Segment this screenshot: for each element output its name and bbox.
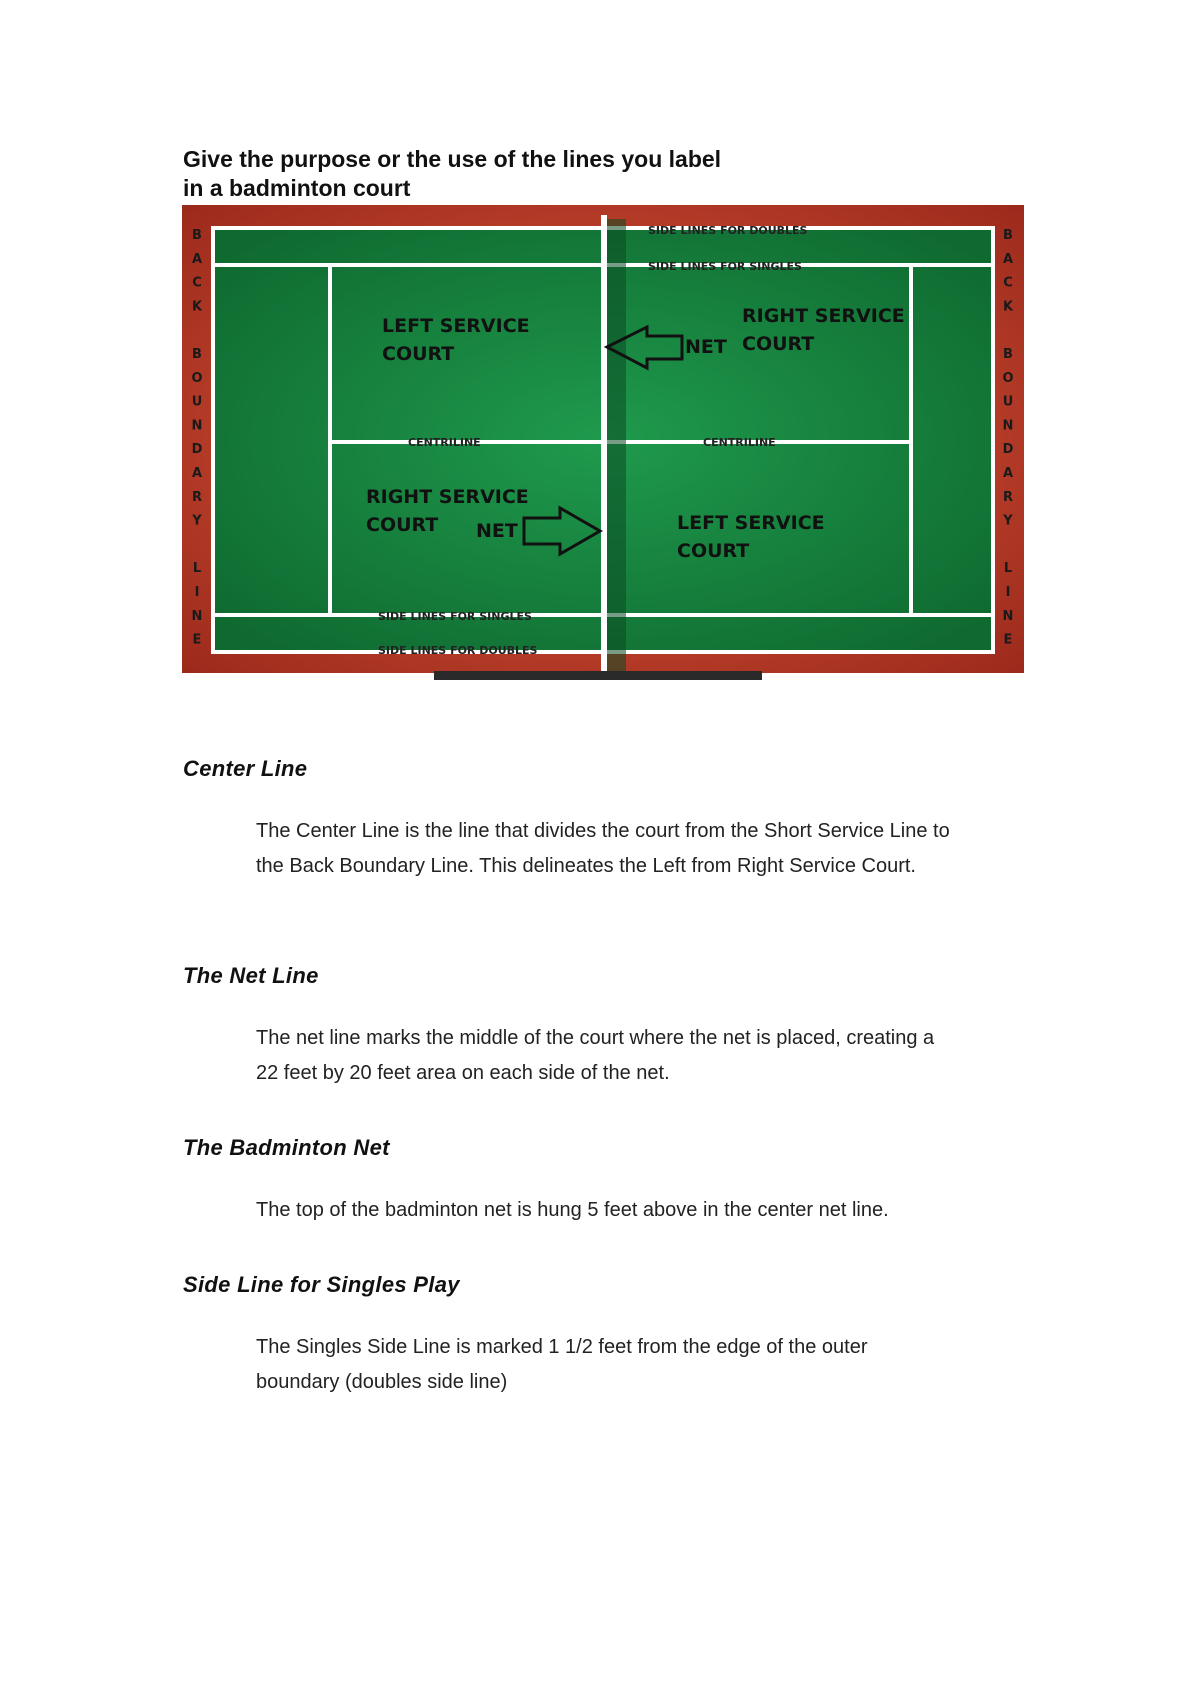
back-boundary-letter: B: [192, 347, 202, 362]
section-text: The net line marks the middle of the court where the net is placed, creating a 22 feet by 20 feet area on each side of the net.: [256, 1027, 935, 1084]
label-right-service-2: COURT: [742, 333, 815, 355]
section-heading: Center Line: [183, 756, 308, 781]
label-right-service-1: RIGHT SERVICE: [742, 305, 905, 327]
label-left-service-1: LEFT SERVICE: [382, 315, 530, 337]
label-top-singles: SIDE LINES FOR SINGLES: [648, 260, 802, 273]
label-net-top: NET: [685, 336, 727, 358]
back-boundary-letter: E: [1003, 632, 1013, 648]
section-text: The Center Line is the line that divides the court from the Short Service Line to the Back Boundary Line. This delineates the Left from Right Service Court.: [256, 820, 950, 877]
page-title: Give the purpose or the use of the lines you label in a badminton court: [183, 146, 722, 201]
back-boundary-letter: L: [1003, 561, 1013, 577]
section-center-line: [183, 756, 1083, 877]
back-boundary-letter: O: [191, 370, 203, 386]
back-boundary-letter: L: [192, 561, 202, 577]
back-boundary-letter: R: [1002, 489, 1014, 505]
label-top-doubles: SIDE LINES FOR DOUBLES: [648, 224, 808, 237]
back-boundary-letter: I: [1005, 585, 1011, 600]
back-boundary-letter: D: [191, 442, 203, 458]
net-shadow: [606, 219, 626, 675]
section-heading: Side Line for Singles Play: [183, 1272, 460, 1297]
back-boundary-letter: B: [1003, 228, 1013, 243]
label-net-bottom: NET: [476, 520, 518, 542]
section-text: The Singles Side Line is marked 1 1/2 feet from the edge of the outer boundary (doubles side line): [256, 1336, 868, 1393]
label-bottom-singles: SIDE LINES FOR SINGLES: [378, 610, 532, 623]
back-boundary-letter: A: [1002, 251, 1014, 267]
back-boundary-letter: N: [191, 608, 203, 624]
section-heading: The Net Line: [183, 963, 319, 988]
back-boundary-letter: A: [191, 251, 203, 267]
section-badminton-net: [183, 1135, 1083, 1221]
section-net-line: [183, 963, 1083, 1084]
back-boundary-letter: U: [1002, 394, 1014, 410]
net-line: [601, 215, 607, 673]
label-centerline-left: CENTRILINE: [408, 436, 481, 449]
label-bottom-doubles: SIDE LINES FOR DOUBLES: [378, 644, 538, 657]
back-boundary-letter: Y: [1003, 513, 1013, 529]
back-boundary-letter: Y: [192, 513, 202, 529]
label-centerline-right: CENTRILINE: [703, 436, 776, 449]
back-boundary-letter: I: [194, 585, 200, 600]
label-left-service-2: COURT: [382, 343, 455, 365]
section-text: The top of the badminton net is hung 5 feet above in the center net line.: [256, 1199, 889, 1221]
back-boundary-letter: K: [1002, 299, 1014, 315]
back-boundary-letter: R: [191, 489, 203, 505]
back-boundary-letter: C: [1003, 275, 1013, 291]
section-singles-side-line: [183, 1272, 1083, 1393]
back-boundary-letter: K: [191, 299, 203, 315]
label-lower-left-service-2: COURT: [677, 540, 750, 562]
back-boundary-letter: E: [192, 632, 202, 648]
label-lower-right-service-2: COURT: [366, 514, 439, 536]
badminton-court-diagram: [182, 205, 1024, 680]
section-heading: The Badminton Net: [183, 1135, 390, 1160]
back-boundary-letter: N: [1002, 608, 1014, 624]
back-boundary-letter: N: [191, 418, 203, 434]
back-boundary-letter: B: [1003, 347, 1013, 362]
back-boundary-letter: A: [191, 466, 203, 481]
back-boundary-letter: C: [192, 275, 202, 291]
back-boundary-letter: O: [1002, 370, 1014, 386]
net-post-base: [434, 671, 762, 680]
back-boundary-letter: D: [1002, 442, 1014, 458]
back-boundary-letter: B: [192, 228, 202, 243]
label-lower-left-service-1: LEFT SERVICE: [677, 512, 825, 534]
back-boundary-letter: A: [1002, 466, 1014, 481]
label-lower-right-service-1: RIGHT SERVICE: [366, 486, 529, 508]
back-boundary-letter: U: [191, 394, 203, 410]
back-boundary-letter: N: [1002, 418, 1014, 434]
